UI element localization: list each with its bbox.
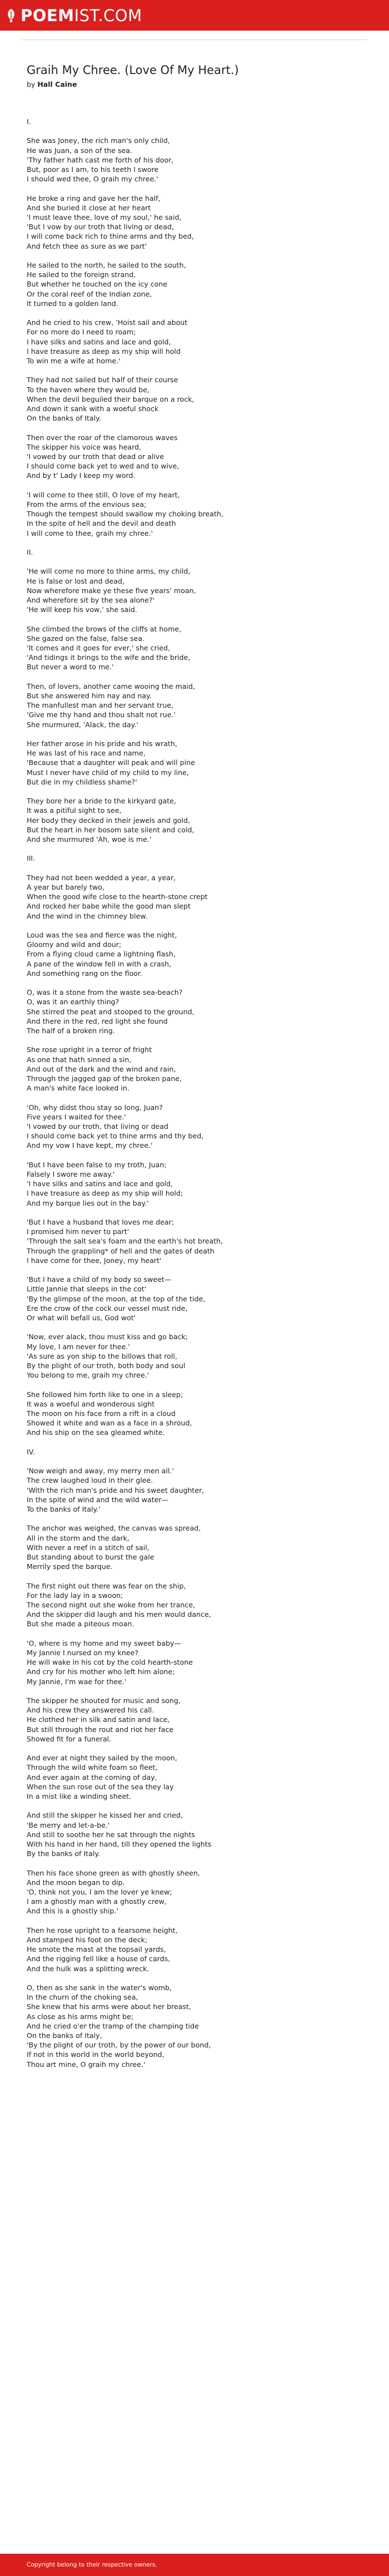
stanza: Then his face shone green as with ghostly sheen, And the moon began to dip. 'O, think not you, I am the lover ye knew; I am a ghostly man with a ghostly crew, And this is a ghostly ship.' xyxy=(27,1868,200,1916)
poem-title: Graih My Chree. (Love Of My Heart.) xyxy=(27,63,239,77)
stanza: 'Now weigh and away, my merry men all.' The crew laughed loud in their glee. 'With the rich man's pride and his sweet daughter, In the spite of wind and the wild water— To the banks of Italy.' xyxy=(27,1467,205,1514)
stanza: 'He will come no more to thine arms, my child, He is false or lost and dead, Now wherefore make ye these five years' moan, And wherefore sit by the sea alone?' 'He will keep his vow,' she said. xyxy=(27,567,196,614)
site-footer xyxy=(0,2554,389,2576)
site-name-bold: POEM xyxy=(21,6,74,25)
site-name-light: IST.COM xyxy=(74,6,142,25)
stanza: And ever at night they sailed by the moon, Through the wild white foam so fleet, And ever again at the coming of day, When the sun rose out of the sea they lay In a mist like a winding sheet. xyxy=(27,1754,177,1801)
stanza: The skipper he shouted for music and song, And his crew they answered his call. He clothed her in silk and satin and lace, But still through the rout and riot her face Showed fit for a funeral. xyxy=(27,1696,181,1743)
stanza: O, was it a stone from the waste sea-beach? O, was it an earthly thing? She stirred the peat and stooped to the ground, And there in the red, red light she found The half of a broken ring. xyxy=(27,988,194,1035)
site-header xyxy=(0,0,389,31)
stanza: III. xyxy=(27,854,36,863)
stanza: The first night out there was fear on the ship, For the lady lay in a swoon; The second night out she woke from her trance, And the skipper did laugh and his men would dance, But she made a piteous moan. xyxy=(27,1581,211,1628)
copyright-notice: Copyright belong to their respective owners. xyxy=(27,2562,157,2568)
stanza: 'But I have a husband that loves me dear; I promised him never to part' 'Through the salt sea's foam and the earth's hot breath, Through the grappling* of hell and the gates of death I have come for thee, Joney, my heart' xyxy=(27,1218,223,1265)
quill-pen-icon xyxy=(3,8,19,23)
stanza: 'Oh, why didst thou stay so long, Juan? Five years I waited for thee.' 'I vowed by our troth, that living or dead I should come back yet to thine arms and thy bed, And my vow I have kept, my chree.' xyxy=(27,1103,204,1150)
stanza: O, then as she sank in the water's womb, In the churn of the choking sea, She knew that his arms were about her breast, As close as his arms might be; And he cried o'er the tramp of the champing tide On the banks of Italy, 'By the plight of our troth, by the power of our bond, If not in this world in the world beyond, Thou art mine, O graih my chree.' xyxy=(27,1983,211,2069)
byline xyxy=(27,80,365,88)
stanza: II. xyxy=(27,548,33,557)
stanza: I. xyxy=(27,117,31,126)
stanza: 'But I have been false to my troth, Juan; Falsely I swore me away.' 'I have silks and satins and lace and gold, I have treasure as deep as my ship will hold; And my barque lies out in the bay.' xyxy=(27,1160,183,1207)
stanza: She was Joney, the rich man's only child, He was Juan, a son of the sea. 'Thy father hath cast me forth of his door, But, poor as I am, to his teeth I swore I should wed thee, O graih my chree.' xyxy=(27,136,174,184)
stanza: 'O, where is my home and my sweet baby— My Jannie I nursed on my knee? He will wake in his cot by the cold hearth-stone And cry for his mother who left him alone; My Jannie, I'm wae for thee.' xyxy=(27,1639,193,1686)
poem-content xyxy=(0,62,389,2069)
stanza: Then, of lovers, another came wooing the maid, But she answered him nay and nay. The manfullest man and her servant true, 'Give me thy hand and thou shalt not rue.' She murmured, 'Alack, the day.' xyxy=(27,682,195,729)
stanza: Then he rose upright to a fearsome height, And stamped his foot on the deck; He smote the mast at the topsail yards, And the rigging fell like a house of cards, And the hulk was a splitting wreck. xyxy=(27,1926,178,1973)
stanza: They had not been wedded a year, a year, A year but barely two, When the good wife close to the hearth-stone crept And rocked her babe while the good man slept And the wind in the chimney blew. xyxy=(27,873,208,920)
stanza: They bore her a bride to the kirkyard gate, It was a pitiful sight to see, Her body they decked in their jewels and gold, But the heart in her bosom sate silent and cold, And she murmured 'Ah, woe is me.' xyxy=(27,797,194,844)
stanza: She rose upright in a terror of fright As one that hath sinned a sin, And out of the dark and the wind and rain, Through the jagged gap of the broken pane, A man's white face looked in. xyxy=(27,1045,182,1093)
stanza: IV. xyxy=(27,1447,35,1456)
stanza: She climbed the brows of the cliffs at home, She gazed on the false, false sea. 'It comes and it goes for ever,' she cried, 'And tidings it brings to the wife and the bride, But never a word to me.' xyxy=(27,624,191,672)
site-name xyxy=(21,6,142,25)
stanza: Then over the roar of the clamorous waves The skipper his voice was heard, 'I vowed by our troth that dead or alive I should come back yet to wed and to wive, And by t' Lady I keep my word. xyxy=(27,433,179,480)
stanza: The anchor was weighed, the canvas was spread, All in the storm and the dark, With never a reef in a stitch of sail, But standing about to burst the gale Merrily sped the barque. xyxy=(27,1524,201,1571)
stanza: Loud was the sea and fierce was the night, Gloomy and wild and dour; From a flying cloud came a lightning flash, A pane of the window fell in with a crash, And something rang on the floor. xyxy=(27,931,177,978)
author-link[interactable]: Hall Caine xyxy=(37,80,77,88)
stanza: Her father arose in his pride and his wrath, He was last of his race and name, 'Because that a daughter will peak and will pine Must I never have child of my child to my line, But die in my childless shame?' xyxy=(27,739,195,786)
stanza: 'Now, ever alack, thou must kiss and go back; My love, I am never for thee.' 'As sure as yon ship to the billows that roll, By the plight of our troth, both body and soul You belong to me, graih my chree.' xyxy=(27,1333,188,1380)
byline-prefix: by xyxy=(27,80,36,88)
stanza: 'But I have a child of my body so sweet— Little Jannie that sleeps in the cot' 'By the glimpse of the moon, at the top of the tide, Ere the crow of the cock our vessel must ride, Or what will befall us, God wot' xyxy=(27,1275,206,1322)
stanza: And still the skipper he kissed her and cried, 'Be merry and let-a-be.' And still to soothe her he sat through the nights With his hand in her hand, till they opened the lights By the banks of Italy. xyxy=(27,1811,212,1858)
site-logo[interactable] xyxy=(3,6,142,25)
stanza: 'I will come to thee still, O love of my heart, From the arms of the envious sea; Though the tempest should swallow my choking breath, In the spite of hell and the devil and death I will come to thee, graih my chree.' xyxy=(27,490,223,537)
poem-body xyxy=(27,117,365,2069)
stanza: She followed him forth like to one in a sleep; It was a woeful and wonderous sight The moon on his face from a rift in a cloud Showed it white and wan as a face in a shroud, And his ship on the sea gleamed white. xyxy=(27,1390,192,1437)
stanza: And he cried to his crew, 'Hoist sail and about For no more do I need to roam; I have silks and satins and lace and gold, I have treasure as deep as my ship will hold To win me a wife at home.' xyxy=(27,318,188,366)
stanza: He broke a ring and gave her the half, And she buried it close at her heart 'I must leave thee, love of my soul,' he said, 'But I vow by our troth that living or dead, I will come back rich to thine arms and thy bed, And fetch thee as sure as we part' xyxy=(27,194,194,250)
stanza: He sailed to the north, he sailed to the south, He sailed to the foreign strand, But whether he touched on the icy cone Or the coral reef of the Indian zone, It turned to a golden land. xyxy=(27,261,186,308)
stanza: They had not sailed but half of their course To the haven where they would be, When the devil beguiled their barque on a rock, And down it sank with a woeful shock On the banks of Italy. xyxy=(27,376,194,423)
